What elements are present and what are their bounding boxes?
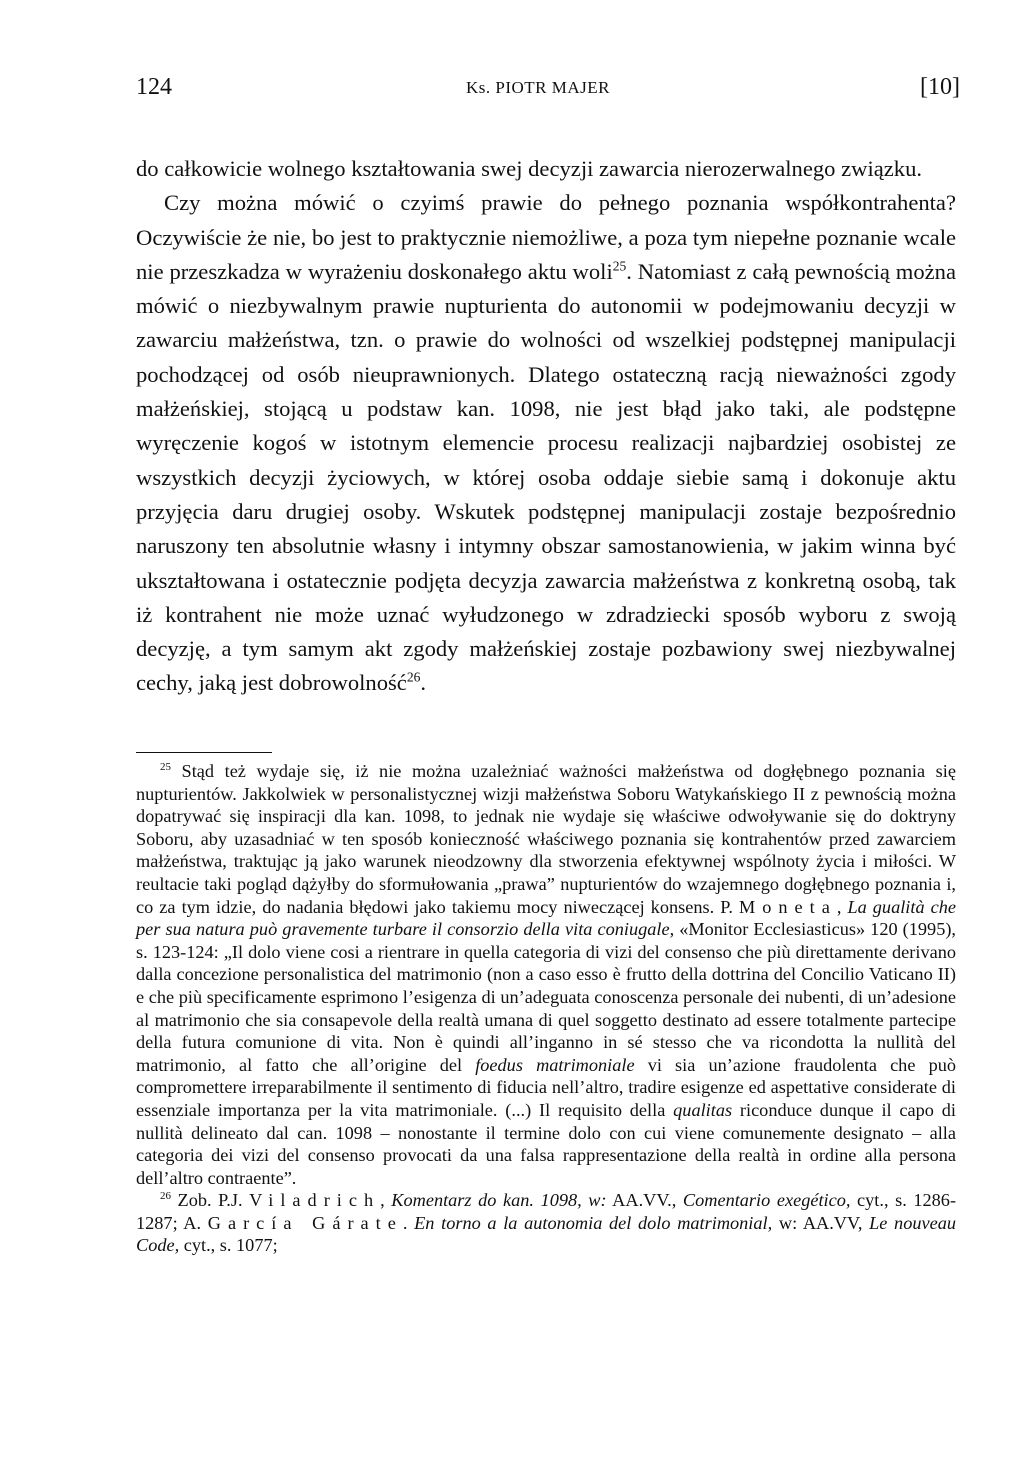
- paragraph-2-part-b: . Natomiast z całą pewnością można mówić o niezbywalnym prawie nupturienta do autonomii w podejmowaniu decyzji w zawarciu małżeństwa, tzn. o prawie do wolności od wszelkiej podstępnej manipulacji pochodzącej od osób nieuprawnionych. Dlatego ostateczną racją nieważności zgody małżeńskiej, stojącą u podstaw kan. 1098, nie jest błąd jako taki, ale podstępne wyręczenie kogoś w istotnym elemencie procesu realizacji najbardziej osobistej ze wszystkich decyzji życiowych, w której osoba oddaje siebie samą i dokonuje aktu przyjęcia daru drugiej osoby. Wskutek podstępnej manipulacji zostaje bezpośrednio naruszony ten absolutnie własny i intymny obszar samostanowienia, w jakim winna być ukształtowana i ostatecznie podjęta decyzja zawarcia małżeństwa z konkretną osobą, tak iż kontrahent nie może uznać wyłudzonego w zdradziecki sposób wyboru z swoją decyzję, a tym samym akt zgody małżeńskiej zostaje pozbawiony swej niezbywalnej cechy, jaką jest dobrowolność: [136, 258, 956, 696]
- footnote-26-text-6: w: AA.VV,: [772, 1212, 870, 1233]
- footnote-marker-25: 25: [160, 760, 171, 773]
- footnote-26-title-3: En torno a la autonomia del dolo matrimonial,: [414, 1212, 773, 1233]
- footnote-26-text-7: cyt., s. 1077;: [179, 1235, 278, 1256]
- paragraph-1: do całkowicie wolnego kształtowania swej decyzji zawarcia nierozerwalnego związku.: [136, 156, 923, 181]
- paragraph-2-part-c: .: [420, 670, 427, 696]
- footnote-25-title: La gualità che per sua natura può gravemente turbare il consorzio della vita coniugale: [136, 896, 957, 940]
- footnote-separator: [136, 752, 272, 753]
- footnote-26-text-3: AA.VV.,: [606, 1190, 683, 1211]
- footnote-26-author-1: Viladrich: [249, 1190, 381, 1211]
- footnote-25-text-1: Stąd też wydaje się, iż nie można uzależniać ważności małżeństwa od dogłębnego poznania się nupturientów. Jakkolwiek w personalistycznej wizji małżeństwa Soboru Watykańskiego II z pewnością można dopatrywać się inspiracji dla kan. 1098, to jednak nie wydaje się właściwe odwoływanie się do doktryny Soboru, aby uzasadniać w ten sposób konieczność właściwego poznania się kontrahentów przed zawarciem małżeństwa, traktując ją jako warunek nieodzowny dla stworzenia efektywnej wspólnoty życia i miłości. W reultacie taki pogląd dążyłby do sformułowania „prawa” nupturientów do wzajemnego dogłębnego poznania i, co za tym idzie, do nadania błędowi jako takiemu mocy niweczącej konsens. P.: [136, 761, 956, 917]
- footnote-26-title-2: Comentario exegético,: [682, 1190, 851, 1211]
- running-author: Ks. PIOTR MAJER: [466, 78, 610, 97]
- paragraph-2: [136, 186, 956, 700]
- footnote-25-author: Moneta: [738, 896, 837, 917]
- footnote-26-title-4: Le nouveau Code,: [136, 1212, 956, 1256]
- footnote-25-text-5: riconduce dunque il capo di nullità delineato dal can. 1098 – nonostante il termine dolo con cui viene comunemente designato – alla categoria dei vizi del consenso provocati da una falsa rappresentazione della realtà in ordine alla persona dell’altro contraente”.: [136, 1099, 956, 1188]
- footnote-ref-25[interactable]: 25: [612, 258, 627, 274]
- footnote-26-author-2: García Gárate: [207, 1212, 403, 1233]
- footnote-26-text-4: cyt., s. 1286-1287; A.: [136, 1190, 957, 1233]
- running-header: [136, 74, 960, 110]
- footnote-26-title-1: Komentarz do kan. 1098, w:: [391, 1190, 607, 1211]
- footnote-26-text-5: .: [402, 1212, 415, 1233]
- footnote-25-term: foedus matrimoniale: [475, 1054, 635, 1075]
- paragraph-2-part-a: Czy można mówić o czyimś prawie do pełnego poznania współkontrahenta? Oczywiście że nie, bo jest to praktycznie niemożliwe, a poza tym niepełne poznanie wcale nie przeszkadza w wyrażeniu doskonałego aktu woli: [136, 190, 956, 284]
- footnotes: [136, 760, 956, 1257]
- main-text: [136, 152, 956, 701]
- footnote-25-text-3: , «Monitor Ecclesiasticus» 120 (1995), s. 123-124: „Il dolo viene cosi a rientrare in quella categoria di vizi del consenso che più direttamente derivano dalla concezione personalistica del matrimonio (non a caso esso è frutto della dottrina del Concilio Vaticano II) e che più specificamente esprimono l’esigenza di un’adeguata conoscenza personale dei nubenti, di un’adesione al matrimonio che sia consapevole della realtà umana di quel soggetto destinato ad essere totalmente partecipe della futura comunione di vita. Non è quindi all’inganno in sé stesso che va ricondotta la nullità del matrimonio, al fatto che all’origine del: [136, 919, 956, 1075]
- footnote-26-text-2: ,: [380, 1190, 392, 1211]
- footnote-25-text-2: ,: [836, 896, 848, 917]
- footnote-marker-26: 26: [160, 1190, 171, 1203]
- footnote-25-text-4: vi sia un’azione fraudolenta che può compromettere irreparabilmente il sentimento di fiducia nell’altro, tradire esigenze ed aspettative considerate di essenziale importanza per la vita matrimoniale. (...) Il requisito della: [136, 1054, 956, 1120]
- footnote-25: [136, 760, 956, 1189]
- section-number: [10]: [920, 74, 960, 100]
- footnote-26: [136, 1189, 956, 1257]
- page-number: 124: [136, 74, 172, 100]
- footnote-25-qualitas: qualitas: [673, 1099, 733, 1120]
- footnote-ref-26[interactable]: 26: [406, 669, 421, 685]
- footnote-26-text-1: Zob. P.J.: [170, 1190, 250, 1211]
